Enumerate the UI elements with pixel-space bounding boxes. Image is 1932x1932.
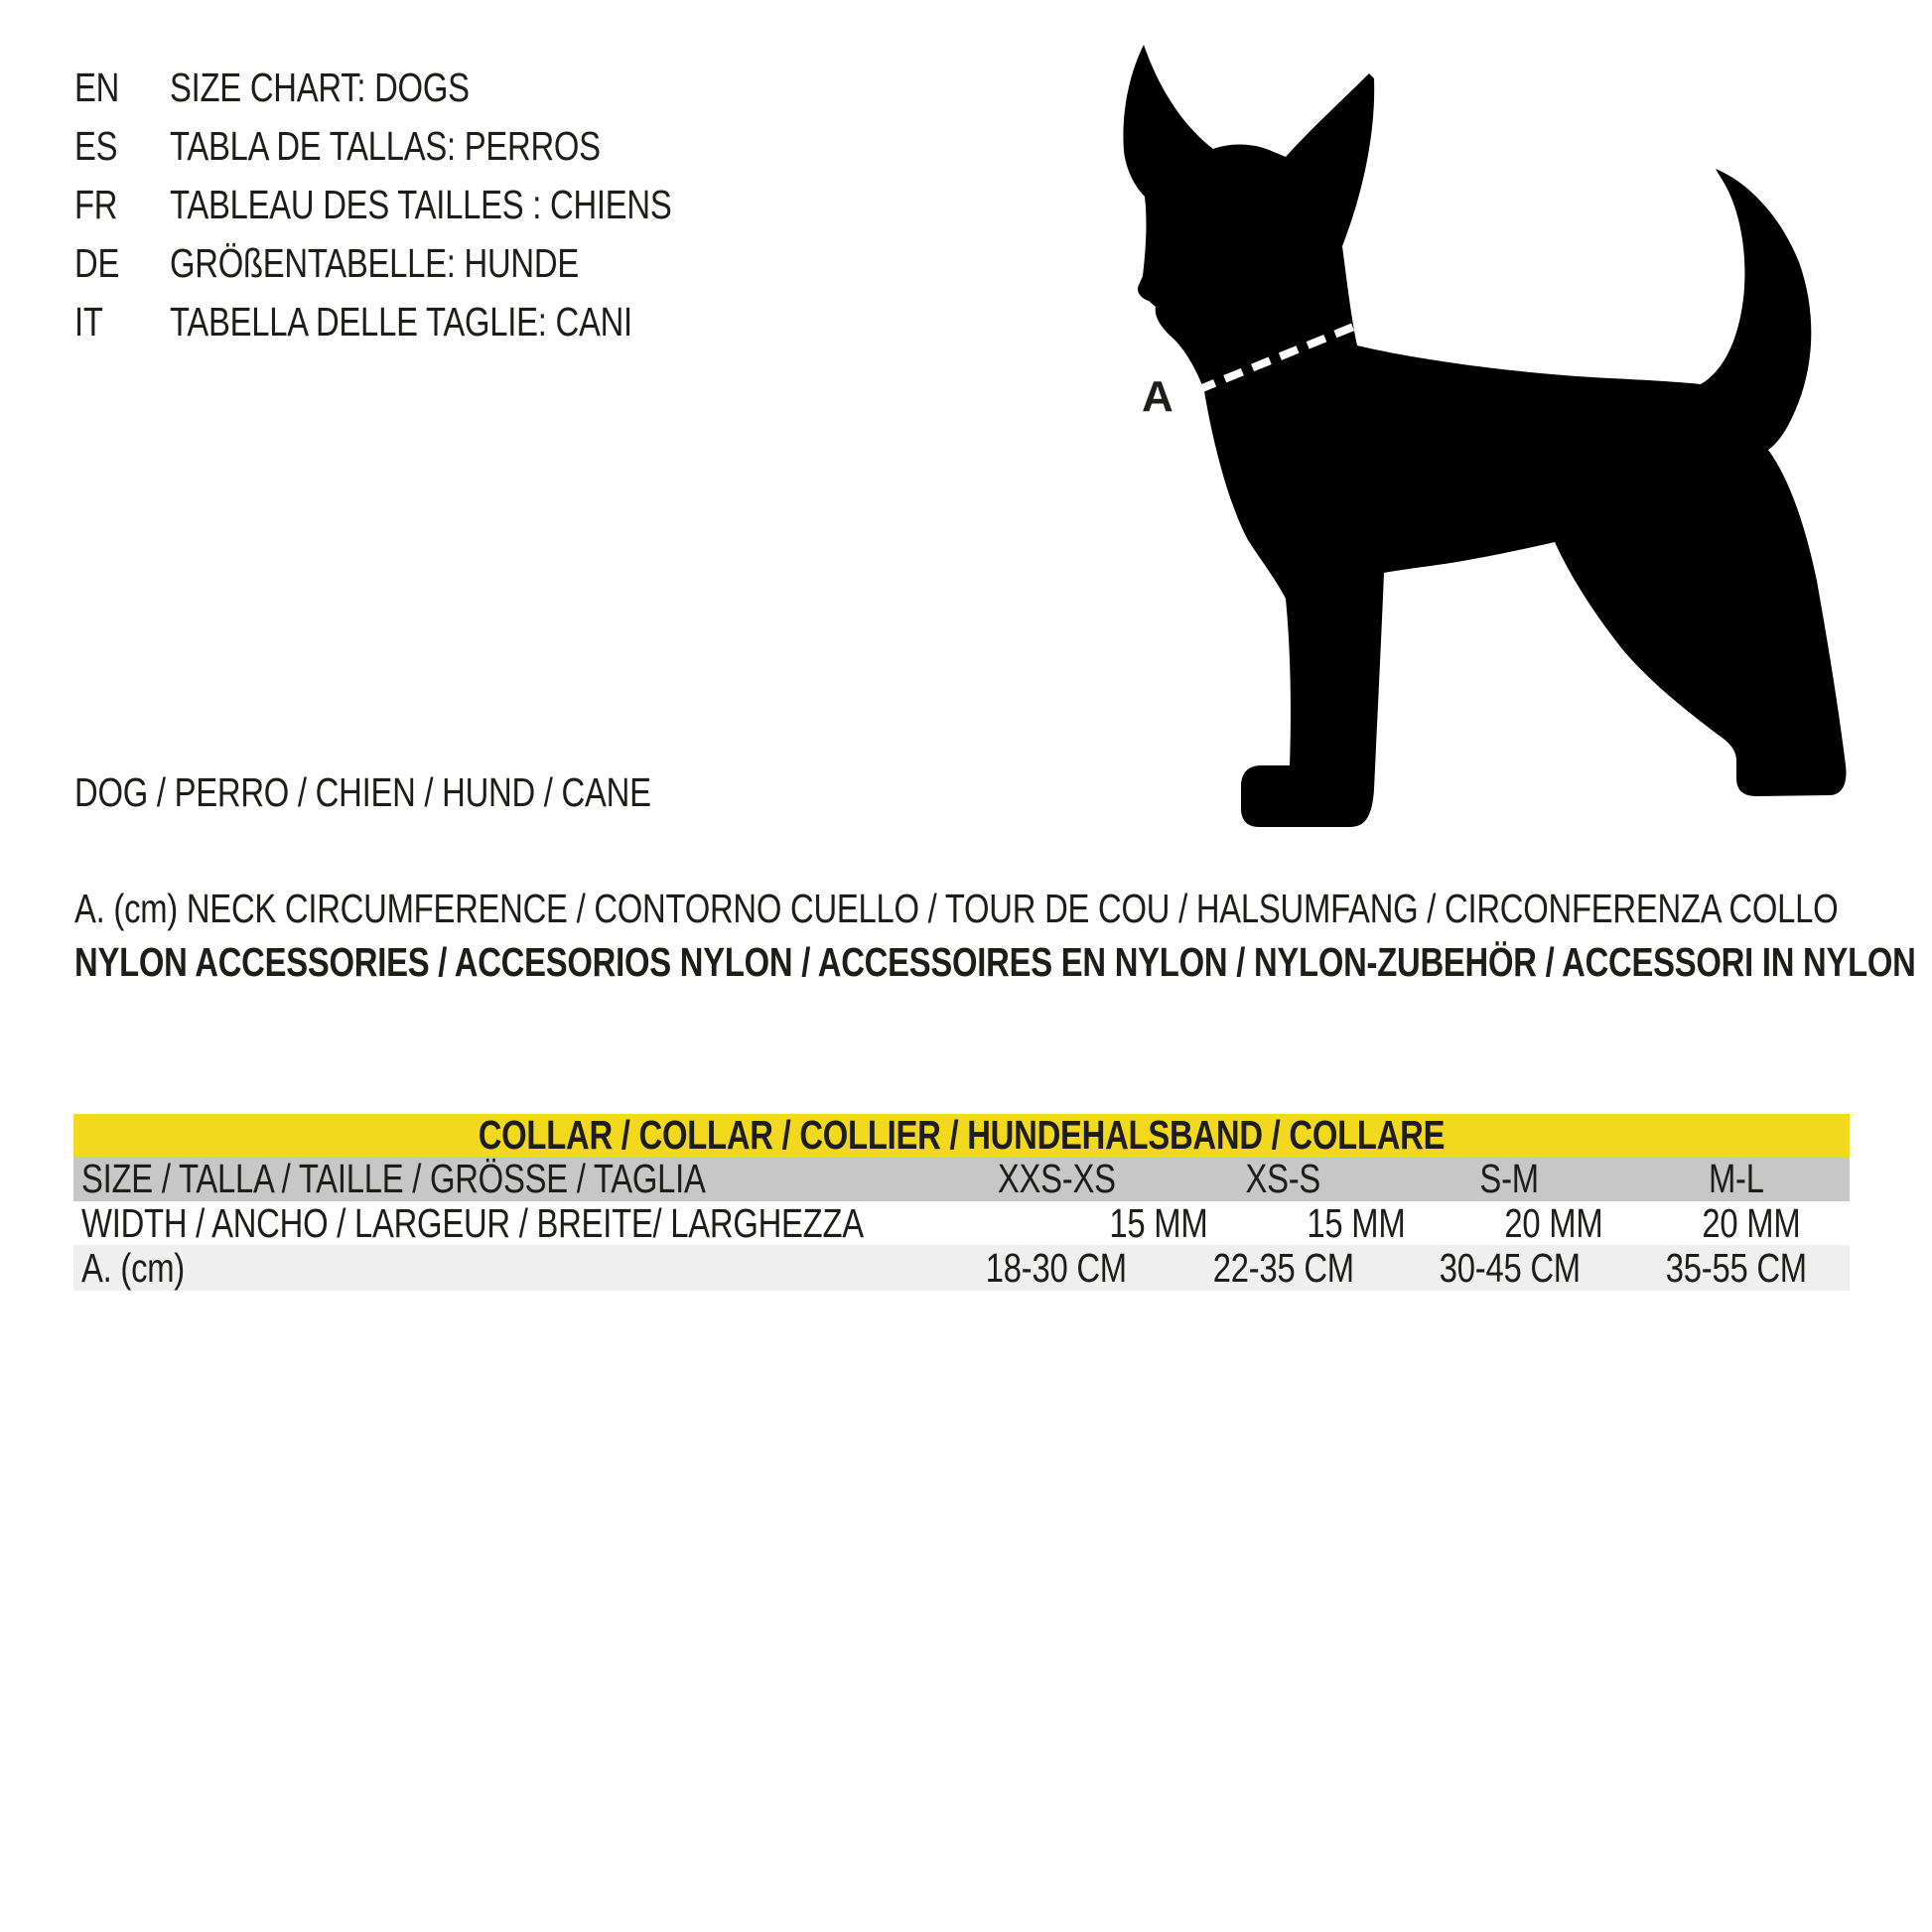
chart-title-fr: TABLEAU DES TAILLES : CHIENS: [170, 182, 672, 227]
width-row-label: WIDTH / ANCHO / LARGEUR / BREITE/ LARGHEZZA: [81, 1199, 864, 1246]
table-row-neck-circumference: [73, 1245, 1850, 1291]
size-value: S-M: [1479, 1156, 1540, 1201]
size-table-header: [73, 1114, 1850, 1157]
animal-caption: DOG / PERRO / CHIEN / HUND / CANE: [74, 769, 651, 815]
size-value-cell: [1170, 1157, 1396, 1201]
neck-value-cell: [1170, 1245, 1396, 1291]
size-value-cell: [1397, 1157, 1623, 1201]
language-code: FR: [74, 182, 118, 227]
size-row-label: SIZE / TALLA / TAILLE / GRÖSSE / TAGLIA: [81, 1156, 706, 1201]
neck-row-label: A. (cm): [81, 1244, 185, 1291]
width-value-cell: [1257, 1201, 1454, 1245]
width-value-cell: [1652, 1201, 1850, 1245]
width-value: 15 MM: [1306, 1199, 1405, 1246]
language-code: ES: [74, 123, 118, 169]
width-value: 20 MM: [1701, 1199, 1801, 1246]
size-value-cell: [943, 1157, 1170, 1201]
neck-value-cell: [1397, 1245, 1623, 1291]
neck-value-cell: [943, 1245, 1170, 1291]
table-row-width: [73, 1201, 1850, 1245]
language-code: IT: [74, 299, 103, 345]
measurement-note: A. (cm) NECK CIRCUMFERENCE / CONTORNO CUELLO / TOUR DE COU / HALSUMFANG / CIRCONFERENZA COLLO: [74, 886, 1839, 931]
dog-silhouette: [1123, 45, 1846, 827]
material-note: NYLON ACCESSORIES / ACCESORIOS NYLON / ACCESSOIRES EN NYLON / NYLON-ZUBEHÖR / ACCESSORI IN NYLON: [74, 939, 1916, 985]
neck-value: 18-30 CM: [986, 1244, 1128, 1291]
row-label-cell: [73, 1201, 1059, 1245]
width-value: 15 MM: [1108, 1199, 1207, 1246]
row-label-cell: [73, 1245, 943, 1291]
row-label-cell: [73, 1157, 943, 1201]
width-value: 20 MM: [1503, 1199, 1603, 1246]
size-value: XS-S: [1245, 1156, 1321, 1201]
neck-value-cell: [1623, 1245, 1850, 1291]
neck-measure-label: A: [1142, 372, 1173, 421]
size-value-cell: [1623, 1157, 1850, 1201]
table-row-size: [73, 1157, 1850, 1201]
size-value: XXS-XS: [997, 1156, 1116, 1201]
width-value-cell: [1454, 1201, 1652, 1245]
chart-title-es: TABLA DE TALLAS: PERROS: [170, 123, 601, 169]
collar-size-table: [73, 1114, 1850, 1291]
chart-title-en: SIZE CHART: DOGS: [170, 65, 470, 110]
neck-value: 22-35 CM: [1212, 1244, 1354, 1291]
neck-value: 30-45 CM: [1439, 1244, 1581, 1291]
size-table-title: COLLAR / COLLAR / COLLIER / HUNDEHALSBAND / COLLARE: [478, 1112, 1446, 1158]
neck-value: 35-55 CM: [1665, 1244, 1807, 1291]
language-code: EN: [74, 65, 120, 110]
chart-title-de: GRÖßENTABELLE: HUNDE: [170, 240, 579, 286]
width-value-cell: [1059, 1201, 1257, 1245]
size-value: M-L: [1708, 1156, 1764, 1201]
chart-title-it: TABELLA DELLE TAGLIE: CANI: [170, 299, 632, 345]
language-code: DE: [74, 240, 120, 286]
